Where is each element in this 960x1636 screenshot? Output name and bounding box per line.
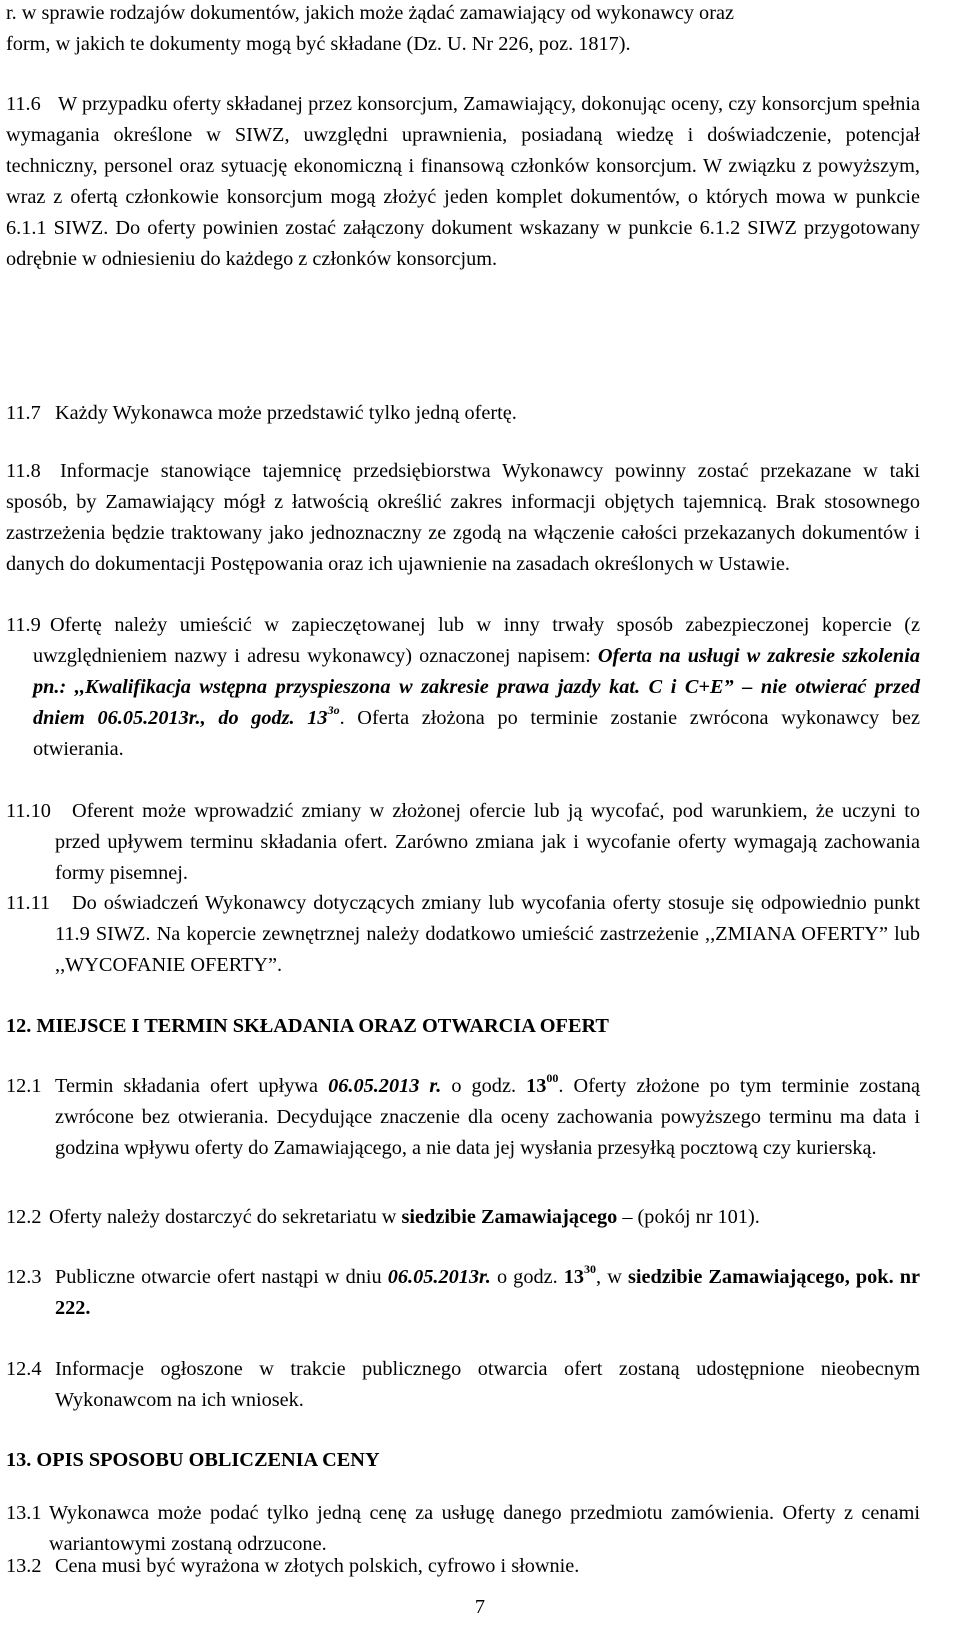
section-12-3 (6, 1262, 920, 1324)
section-text: Oferent może wprowadzić zmiany w złożonej ofercie lub ją wycofać, pod warunkiem, że uczyni to przed upływem terminu składania ofert. Zarówno zmiana jak i wycofanie oferty wymagają zachowania formy pisemnej. (55, 800, 920, 884)
section-number: 11.6 (6, 93, 41, 115)
text-c: , w (596, 1266, 628, 1288)
section-text: Informacje ogłoszone w trakcie publicznego otwarcia ofert zostaną udostępnione nieobecnym Wykonawcom na ich wniosek. (55, 1358, 920, 1411)
section-text (6, 1202, 920, 1233)
text-a: Oferty należy dostarczyć do sekretariatu w (49, 1206, 402, 1228)
section-text: W przypadku oferty składanej przez konsorcjum, Zamawiający, dokonując oceny, czy konsorcjum spełnia wymagania określone w SIWZ, uwzględni uprawnienia, posiadaną wiedzę i doświadczenie, potencjał techniczny, personel oraz sytuację ekonomiczną i finansową członków konsorcjum. W związku z powyższym, wraz z ofertą członkowie konsorcjum mogą złożyć jeden komplet dokumentów, o których mowa w punkcie 6.1.1 SIWZ. Do oferty powinien zostać załączony dokument wskazany w punkcie 6.1.2 SIWZ przygotowany odrębnie w odniesieniu do każdego z członków konsorcjum. (6, 93, 920, 270)
section-text (6, 610, 920, 765)
section-number: 11.11 (6, 892, 51, 914)
section-text: Do oświadczeń Wykonawcy dotyczących zmiany lub wycofania oferty stosuje się odpowiednio punkt 11.9 SIWZ. Na kopercie zewnętrznej należy dodatkowo umieścić zastrzeżenie ,,ZMIANA OFERTY” lub ,,WYCOFANIE OFERTY”. (55, 892, 920, 976)
section-text-b: . Oferta złożona po terminie zostanie zwrócona wykonawcy bez otwierania. (33, 707, 920, 760)
section-12-4 (6, 1354, 920, 1416)
envelope-label: Oferta na usługi w zakresie szkolenia pn.: ,,Kwalifikacja wstępna przyspieszona w zakresie prawa jazdy kat. C i C+E” – nie otwierać przed dniem 06.05.2013r., do godz. 13 (33, 645, 920, 729)
section-text: Cena musi być wyrażona w złotych polskich, cyfrowo i słownie. (55, 1555, 580, 1577)
opening-hour: 13 (563, 1266, 585, 1288)
text-a: Publiczne otwarcie ofert nastąpi w dniu (55, 1266, 388, 1288)
section-number: 11.10 (6, 800, 51, 822)
section-number: 11.8 (6, 460, 41, 482)
section-11-9 (6, 610, 920, 765)
deadline-minutes: 00 (546, 1071, 559, 1085)
page-number: 7 (474, 1596, 486, 1618)
section-number: 13.2 (6, 1555, 42, 1577)
section-number: 12.3 (6, 1266, 42, 1288)
section-13-2 (6, 1551, 920, 1582)
section-11-10 (6, 796, 920, 889)
section-11-7 (6, 398, 920, 429)
section-11-11 (6, 888, 920, 981)
text-b: o godz. (441, 1075, 527, 1097)
text-b: o godz. (490, 1266, 564, 1288)
deadline-hour: 13 (526, 1075, 547, 1097)
location-bold: siedzibie Zamawiającego (401, 1206, 618, 1228)
hour-superscript: 3o (327, 703, 340, 717)
section-text-a: Ofertę należy umieścić w zapieczętowanej lub w inny trwały sposób zabezpieczonej kopercie (z uwzględnieniem nazwy i adresu wykonawcy) oznaczonej napisem: (33, 614, 920, 667)
section-text (6, 1071, 920, 1164)
section-text (6, 1262, 920, 1324)
text-a: Termin składania ofert upływa (55, 1075, 329, 1097)
section-text: Wykonawca może podać tylko jedną cenę za usługę danego przedmiotu zamówienia. Oferty z cenami wariantowymi zostaną odrzucone. (49, 1502, 920, 1555)
intro-line-2: form, w jakich te dokumenty mogą być składane (Dz. U. Nr 226, poz. 1817). (6, 33, 631, 55)
heading-12: 12. MIEJSCE I TERMIN SKŁADANIA ORAZ OTWARCIA OFERT (6, 1015, 609, 1037)
section-11-6 (6, 89, 920, 275)
section-number: 11.9 (6, 614, 41, 636)
deadline-date: 06.05.2013 r. (328, 1075, 442, 1097)
opening-location: siedzibie Zamawiającego, pok. nr 222. (55, 1266, 921, 1319)
section-text: Każdy Wykonawca może przedstawić tylko jedną ofertę. (55, 402, 517, 424)
section-12-1 (6, 1071, 920, 1164)
section-number: 13.1 (6, 1502, 42, 1524)
section-number: 11.7 (6, 402, 41, 424)
section-11-8 (6, 456, 920, 580)
opening-date: 06.05.2013r. (387, 1266, 491, 1288)
section-text: Informacje stanowiące tajemnicę przedsiębiorstwa Wykonawcy powinny zostać przekazane w taki sposób, by Zamawiający mógł z łatwością określić zakres informacji objętych tajemnicą. Brak stosownego zastrzeżenia będzie traktowany jako jednoznaczny ze zgodą na włączenie całości przekazanych dokumentów i danych do dokumentacji Postępowania oraz ich ujawnienie na zasadach określonych w Ustawie. (6, 460, 920, 575)
intro-line-1: r. w sprawie rodzajów dokumentów, jakich może żądać zamawiający od wykonawcy oraz (6, 2, 734, 24)
text-b: – (pokój nr 101). (617, 1206, 760, 1228)
heading-13: 13. OPIS SPOSOBU OBLICZENIA CENY (6, 1449, 380, 1471)
text-c: . Oferty złożone po tym terminie zostaną zwrócone bez otwierania. Decydujące znaczenie dla oceny zachowania powyższego terminu ma data i godzina wpływu oferty do Zamawiającego, a nie data jej wysłania przesyłką pocztową czy kurierską. (55, 1075, 920, 1159)
section-number: 12.1 (6, 1075, 42, 1097)
opening-minutes: 30 (584, 1262, 597, 1276)
section-12-2 (6, 1202, 920, 1233)
section-number: 12.4 (6, 1358, 42, 1380)
section-number: 12.2 (6, 1206, 42, 1228)
